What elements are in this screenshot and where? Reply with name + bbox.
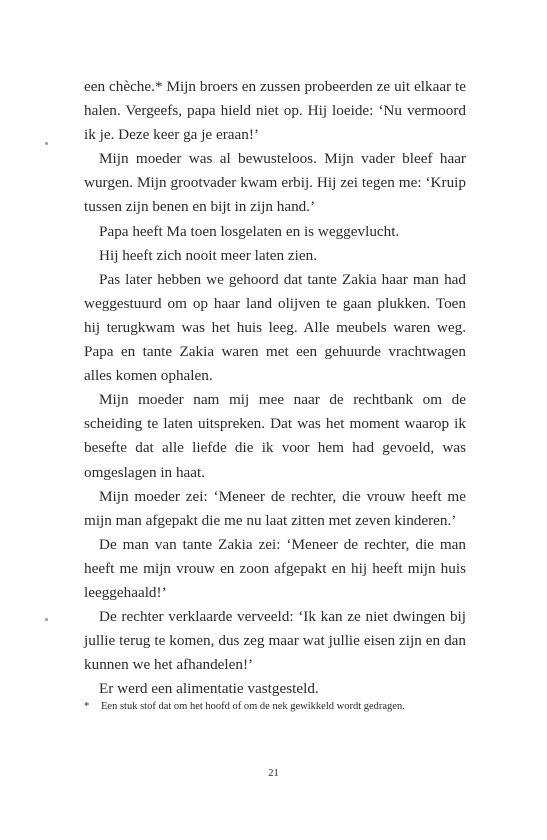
paragraph-4: Hij heeft zich nooit meer laten zien. bbox=[99, 246, 318, 264]
paragraph-8: De man van tante Zakia zei: ‘Meneer de rechter, die man heeft me mijn vrouw en zoon afgepakt en hij heeft mijn huis leeggehaald!’ bbox=[84, 535, 466, 601]
scan-speck bbox=[45, 142, 48, 145]
paragraph-2: Mijn moeder was al bewusteloos. Mijn vader bleef haar wurgen. Mijn grootvader kwam erbij. Hij zei tegen me: ‘Kruip tussen zijn benen en bijt in zijn hand.’ bbox=[84, 150, 466, 216]
paragraph-7: Mijn moeder zei: ‘Meneer de rechter, die vrouw heeft me mijn man afgepakt die me nu laat zitten met zeven kinderen.’ bbox=[84, 487, 466, 529]
paragraph-9: De rechter verklaarde verveeld: ‘Ik kan ze niet dwingen bij jullie terug te komen, dus zeg maar wat jullie eisen zijn en dan kunnen we het afhandelen!’ bbox=[84, 608, 466, 674]
page-number: 21 bbox=[268, 768, 279, 779]
footnote bbox=[84, 700, 466, 714]
footnote-marker: * bbox=[84, 701, 90, 712]
scan-speck bbox=[45, 618, 48, 621]
paragraph-3: Papa heeft Ma toen losgelaten en is weggevlucht. bbox=[99, 222, 400, 240]
paragraph-5: Pas later hebben we gehoord dat tante Zakia haar man had weggestuurd om op haar land olijven te gaan plukken. Toen hij terugkwam was het huis leeg. Alle meubels waren weg. Papa en tante Zakia waren met een gehuurde vrachtwagen alles komen ophalen. bbox=[84, 270, 466, 385]
body-text bbox=[84, 75, 466, 701]
paragraph-6: Mijn moeder nam mij mee naar de rechtbank om de scheiding te laten uitspreken. Dat was het moment waarop ik besefte dat alle liefde die ik voor hem had gevoeld, was omgeslagen in haat. bbox=[84, 391, 466, 481]
footnote-text: Een stuk stof dat om het hoofd of om de nek gewikkeld wordt gedragen. bbox=[101, 701, 405, 712]
paragraph-10: Er werd een alimentatie vastgesteld. bbox=[99, 680, 319, 698]
paragraph-1: een chèche.* Mijn broers en zussen probeerden ze uit elkaar te halen. Vergeefs, papa hield niet op. Hij loeide: ‘Nu vermoord ik je. Deze keer ga je eraan!’ bbox=[84, 78, 466, 144]
